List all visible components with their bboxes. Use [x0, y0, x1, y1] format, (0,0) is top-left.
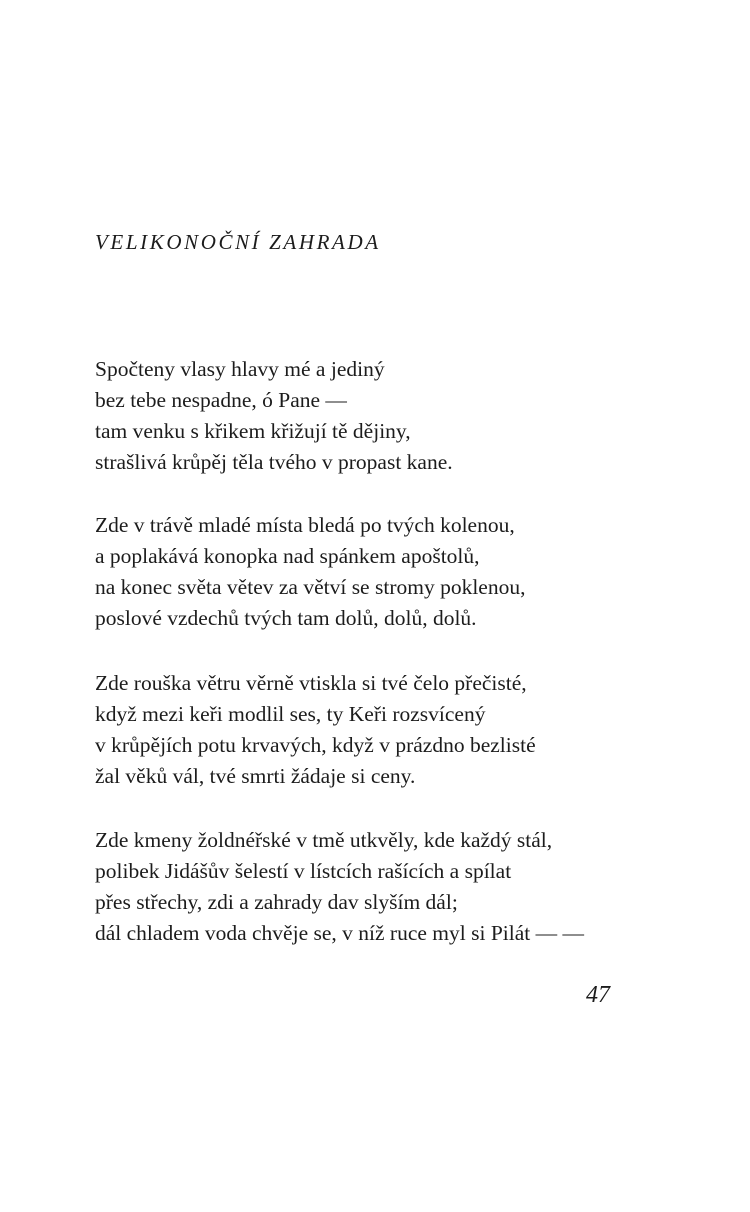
poem-line: poslové vzdechů tvých tam dolů, dolů, dolů. [95, 606, 477, 630]
poem-line: Zde rouška větru věrně vtiskla si tvé čelo přečisté, [95, 671, 527, 695]
poem-line: na konec světa větev za větví se stromy poklenou, [95, 575, 526, 599]
poem-line: bez tebe nespadne, ó Pane — [95, 388, 347, 412]
poem-line: Zde kmeny žoldnéřské v tmě utkvěly, kde každý stál, [95, 828, 553, 852]
poem-line: polibek Jidášův šelestí v lístcích rašících a spílat [95, 859, 512, 883]
poem-line: v krůpějích potu krvavých, když v prázdno bezlisté [95, 733, 536, 757]
stanza-1 [95, 354, 655, 478]
stanza-4 [95, 825, 655, 949]
poem-line: Spočteny vlasy hlavy mé a jediný [95, 357, 385, 381]
poem-line: dál chladem voda chvěje se, v níž ruce myl si Pilát — — [95, 921, 584, 945]
poem-line: přes střechy, zdi a zahrady dav slyším dál; [95, 890, 458, 914]
poem-line: Zde v trávě mladé místa bledá po tvých kolenou, [95, 513, 515, 537]
stanza-3 [95, 668, 655, 792]
page-number: 47 [586, 982, 610, 1008]
poem-line: tam venku s křikem křižují tě dějiny, [95, 419, 411, 443]
poem-line: žal věků vál, tvé smrti žádaje si ceny. [95, 764, 416, 788]
poem-line: a poplakává konopka nad spánkem apoštolů, [95, 544, 480, 568]
stanza-2 [95, 510, 655, 634]
poem-line: strašlivá krůpěj těla tvého v propast kane. [95, 450, 453, 474]
poem-title: VELIKONOČNÍ ZAHRADA [95, 230, 381, 254]
poem-line: když mezi keři modlil ses, ty Keři rozsvícený [95, 702, 486, 726]
